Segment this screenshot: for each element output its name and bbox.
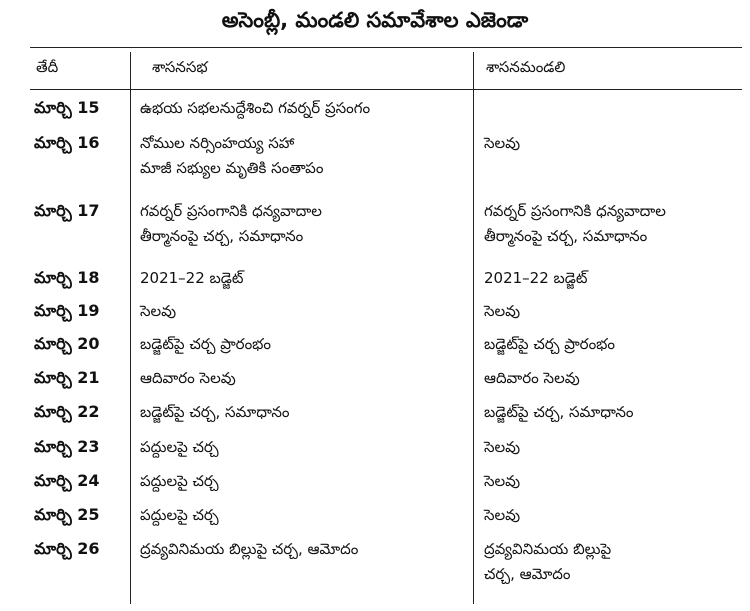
row-assembly-cell: [140, 435, 460, 460]
council-line: 2021–22 బడ్జెట్: [484, 269, 588, 287]
assembly-line: 2021–22 బడ్జెట్: [140, 269, 244, 287]
row-council-cell: [484, 199, 739, 249]
row-date: మార్చి 26: [34, 539, 100, 558]
row-council-cell: [484, 469, 739, 494]
row-date: మార్చి 17: [34, 201, 100, 220]
table-row: [0, 364, 750, 398]
assembly-line: ఉభయ సభలనుద్దేశించి గవర్నర్ ప్రసంగం: [140, 99, 371, 117]
council-line: ద్రవ్యవినిమయ బిల్లుపై: [484, 540, 612, 558]
header-date: తేదీ: [36, 58, 59, 76]
table-row: [0, 398, 750, 433]
table-row: [0, 94, 750, 129]
row-council-cell: [484, 299, 739, 324]
header-bottom-rule: [30, 89, 742, 90]
row-date: మార్చి 21: [34, 368, 100, 387]
assembly-line: బడ్జెట్‌పై చర్చ, సమాధానం: [140, 403, 290, 421]
table-row: [0, 129, 750, 197]
assembly-line: ద్రవ్యవినిమయ బిల్లుపై చర్చ, ఆమోదం: [140, 540, 359, 558]
row-council-cell: [484, 332, 739, 357]
assembly-line: తీర్మానంపై చర్చ, సమాధానం: [140, 227, 304, 245]
header-assembly: శాసనసభ: [152, 58, 208, 76]
council-line: గవర్నర్ ప్రసంగానికి ధన్యవాదాల: [484, 202, 666, 220]
assembly-line: పద్దులపై చర్చ: [140, 506, 219, 524]
row-council-cell: [484, 537, 739, 587]
assembly-line: సెలవు: [140, 302, 177, 320]
row-council-cell: [484, 366, 739, 391]
assembly-line: బడ్జెట్‌పై చర్చ ప్రారంభం: [140, 335, 272, 353]
table-row: [0, 330, 750, 364]
table-row: [0, 297, 750, 330]
row-assembly-cell: [140, 131, 460, 181]
document-title: అసెంబ్లీ, మండలి సమావేశాల ఎజెండా: [221, 8, 529, 32]
row-date: మార్చి 24: [34, 471, 100, 490]
assembly-line: పద్దులపై చర్చ: [140, 472, 219, 490]
table-row: [0, 467, 750, 501]
header-council: శాసనమండలి: [486, 58, 566, 76]
assembly-line: పద్దులపై చర్చ: [140, 438, 219, 456]
assembly-line: గవర్నర్ ప్రసంగానికి ధన్యవాదాల: [140, 202, 322, 220]
assembly-line: మాజీ సభ్యుల మృతికి సంతాపం: [140, 159, 324, 177]
council-line: సెలవు: [484, 438, 521, 456]
table-row: [0, 535, 750, 601]
row-date: మార్చి 23: [34, 437, 100, 456]
row-date: మార్చి 20: [34, 334, 100, 353]
row-assembly-cell: [140, 469, 460, 494]
council-line: చర్చ, ఆమోదం: [484, 565, 571, 583]
council-line: బడ్జెట్‌పై చర్చ, సమాధానం: [484, 403, 634, 421]
row-date: మార్చి 22: [34, 402, 100, 421]
row-date: మార్చి 25: [34, 505, 100, 524]
table-top-rule: [30, 47, 742, 48]
row-assembly-cell: [140, 503, 460, 528]
council-line: ఆదివారం సెలవు: [484, 369, 580, 387]
table-row: [0, 433, 750, 467]
row-council-cell: [484, 266, 739, 291]
council-line: సెలవు: [484, 506, 521, 524]
row-date: మార్చి 16: [34, 133, 100, 152]
row-council-cell: [484, 400, 739, 425]
council-line: బడ్జెట్‌పై చర్చ ప్రారంభం: [484, 335, 616, 353]
row-council-cell: [484, 131, 739, 156]
row-date: మార్చి 19: [34, 301, 100, 320]
row-date: మార్చి 15: [34, 98, 100, 117]
table-row: [0, 264, 750, 297]
assembly-line: ఆదివారం సెలవు: [140, 369, 236, 387]
row-assembly-cell: [140, 537, 460, 562]
table-row: [0, 501, 750, 535]
row-assembly-cell: [140, 332, 460, 357]
row-council-cell: [484, 435, 739, 460]
row-assembly-cell: [140, 366, 460, 391]
row-council-cell: [484, 503, 739, 528]
council-line: సెలవు: [484, 472, 521, 490]
council-line: సెలవు: [484, 302, 521, 320]
council-line: సెలవు: [484, 134, 521, 152]
row-date: మార్చి 18: [34, 268, 100, 287]
row-assembly-cell: [140, 96, 460, 121]
assembly-line: నోముల నర్సింహయ్య సహా: [140, 134, 295, 152]
council-line: తీర్మానంపై చర్చ, సమాధానం: [484, 227, 648, 245]
row-assembly-cell: [140, 199, 460, 249]
table-row: [0, 197, 750, 264]
row-assembly-cell: [140, 266, 460, 291]
row-assembly-cell: [140, 400, 460, 425]
row-assembly-cell: [140, 299, 460, 324]
